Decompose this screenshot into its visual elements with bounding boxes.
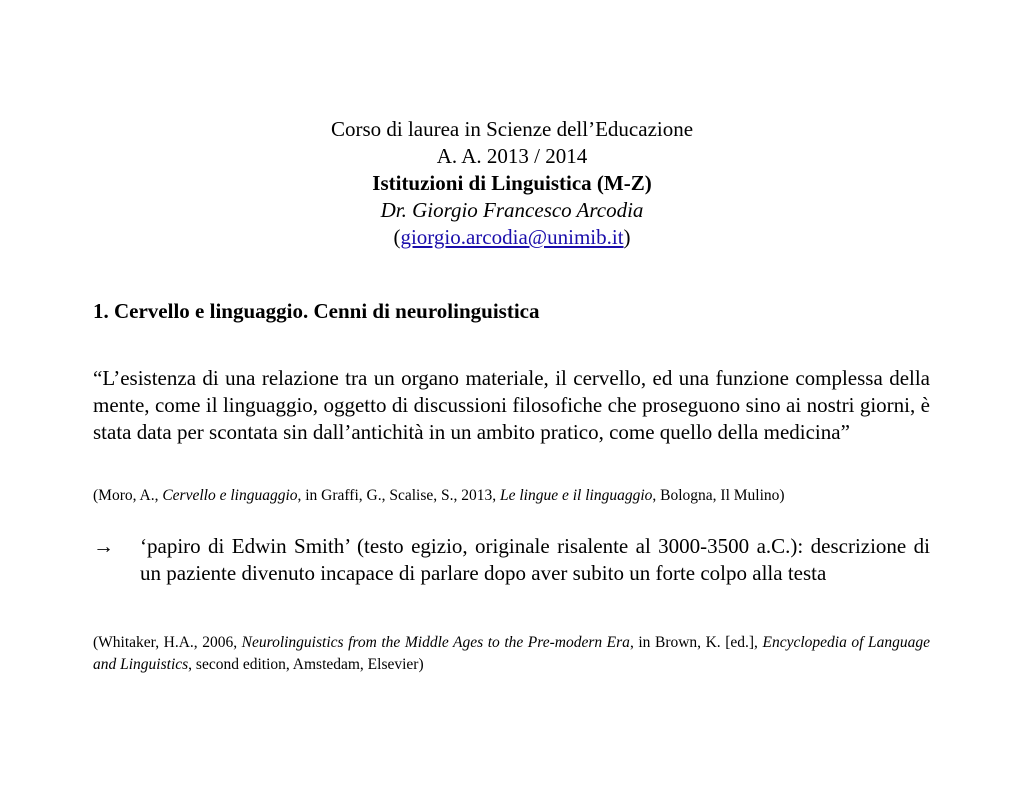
citation-text: , second edition, Amstedam, Elsevier): [188, 656, 424, 673]
citation-text: (Whitaker, H.A., 2006,: [93, 634, 242, 651]
citation-text: , Bologna, Il Mulino): [652, 487, 785, 504]
academic-year: A. A. 2013 / 2014: [436, 144, 588, 168]
citation-title: Encyclopedia of Language and Linguistics: [93, 634, 930, 673]
citation-text: , in Graffi, G., Scalise, S., 2013,: [297, 487, 500, 504]
citation-text: (Moro, A.,: [93, 487, 163, 504]
citation-moro: [93, 485, 933, 507]
course-title: Istituzioni di Linguistica (M-Z): [372, 171, 652, 195]
quote-paragraph: “L’esistenza di una relazione tra un organo materiale, il cervello, ed una funzione complessa della mente, come il linguaggio, oggetto di discussioni filosofiche che proseguono sino ai nostri giorni, è stata data per scontata sin dall’antichità in un ambito pratico, come quello della medicina”: [93, 366, 930, 444]
citation-text: , in Brown, K. [ed.],: [629, 634, 763, 651]
citation-title: Neurolinguistics from the Middle Ages to the Pre-modern Era: [241, 634, 630, 651]
course-name: Corso di laurea in Scienze dell’Educazione: [330, 117, 694, 141]
citation-whitaker: [93, 632, 930, 676]
section-title: 1. Cervello e linguaggio. Cenni di neurolinguistica: [93, 299, 540, 323]
course-header: [0, 116, 1024, 251]
instructor-name: Dr. Giorgio Francesco Arcodia: [380, 198, 644, 222]
email-line: [0, 224, 1024, 251]
arrow-icon: →: [93, 534, 114, 558]
email-link[interactable]: giorgio.arcodia@unimib.it: [400, 225, 624, 249]
bullet-text: ‘papiro di Edwin Smith’ (testo egizio, originale risalente al 3000-3500 a.C.): descrizione di un paziente divenuto incapace di parlare dopo aver subito un forte colpo alla testa: [140, 534, 930, 585]
email-paren-open: (: [393, 225, 401, 249]
email-paren-close: ): [623, 225, 631, 249]
citation-title: Le lingue e il linguaggio: [499, 487, 653, 504]
citation-title: Cervello e linguaggio: [162, 487, 298, 504]
